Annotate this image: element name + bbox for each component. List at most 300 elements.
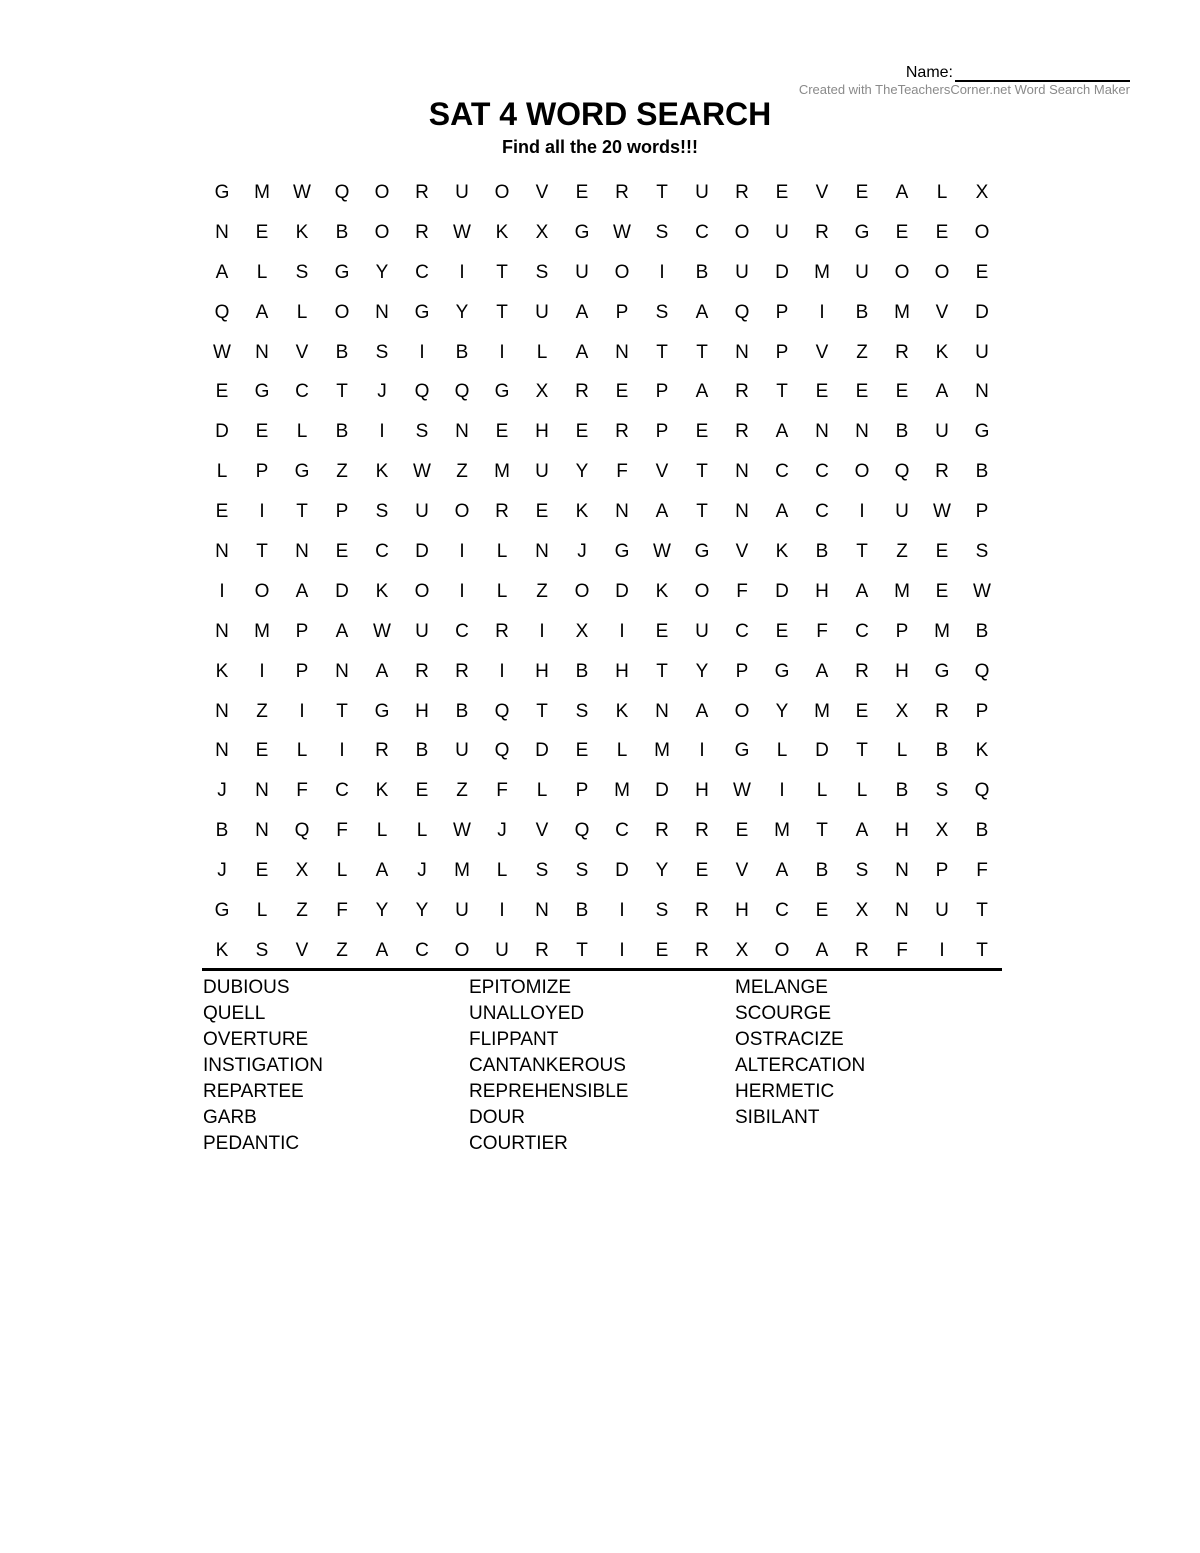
grid-letter[interactable]: W [453, 221, 471, 243]
grid-letter[interactable]: W [413, 461, 431, 483]
grid-letter[interactable]: P [895, 620, 909, 642]
grid-letter[interactable]: N [295, 541, 309, 563]
grid-letter[interactable]: U [695, 620, 709, 642]
grid-letter[interactable]: A [215, 261, 229, 283]
grid-letter[interactable]: R [615, 421, 629, 443]
grid-letter[interactable]: B [935, 740, 949, 762]
grid-letter[interactable]: E [255, 740, 269, 762]
grid-letter[interactable]: P [975, 700, 989, 722]
grid-letter[interactable]: T [656, 660, 668, 682]
grid-letter[interactable]: T [336, 381, 348, 403]
grid-letter[interactable]: U [495, 939, 509, 961]
grid-letter[interactable]: N [615, 501, 629, 523]
grid-letter[interactable]: W [733, 780, 751, 802]
grid-letter[interactable]: A [895, 182, 909, 203]
grid-letter[interactable]: N [215, 700, 229, 722]
grid-letter[interactable]: N [215, 740, 229, 762]
grid-letter[interactable]: E [815, 381, 829, 403]
grid-letter[interactable]: O [854, 461, 870, 483]
grid-letter[interactable]: S [415, 421, 429, 443]
grid-letter[interactable]: P [255, 461, 269, 483]
grid-letter[interactable]: B [975, 461, 989, 483]
grid-letter[interactable]: A [815, 660, 829, 682]
grid-letter[interactable]: F [976, 860, 988, 882]
grid-letter[interactable]: M [454, 860, 470, 882]
grid-letter[interactable]: V [815, 182, 829, 203]
grid-letter[interactable]: R [735, 381, 749, 403]
grid-letter[interactable]: K [975, 740, 989, 762]
grid-letter[interactable]: C [775, 461, 789, 483]
grid-letter[interactable]: U [575, 261, 589, 283]
grid-letter[interactable]: L [936, 182, 948, 203]
grid-letter[interactable]: E [255, 860, 269, 882]
grid-letter[interactable]: E [815, 900, 829, 922]
grid-letter[interactable]: U [415, 501, 429, 523]
grid-letter[interactable]: H [535, 421, 549, 443]
grid-letter[interactable]: S [375, 341, 389, 363]
grid-letter[interactable]: S [295, 261, 309, 283]
grid-letter[interactable]: R [735, 421, 749, 443]
grid-letter[interactable]: N [375, 301, 389, 323]
grid-letter[interactable]: V [535, 820, 549, 842]
grid-letter[interactable]: X [935, 820, 949, 842]
grid-letter[interactable]: B [895, 421, 909, 443]
grid-letter[interactable]: L [336, 860, 348, 882]
grid-letter[interactable]: O [574, 580, 590, 602]
grid-letter[interactable]: A [695, 700, 709, 722]
grid-letter[interactable]: Z [456, 780, 468, 802]
grid-letter[interactable]: Q [974, 660, 990, 682]
grid-letter[interactable]: X [855, 900, 869, 922]
grid-letter[interactable]: Y [375, 900, 389, 922]
grid-letter[interactable]: F [816, 620, 828, 642]
grid-letter[interactable]: G [214, 182, 230, 203]
grid-letter[interactable]: V [735, 541, 749, 563]
grid-letter[interactable]: Y [655, 860, 669, 882]
grid-letter[interactable]: I [219, 580, 225, 602]
grid-letter[interactable]: O [414, 580, 430, 602]
grid-letter[interactable]: L [536, 341, 548, 363]
grid-letter[interactable]: M [814, 261, 830, 283]
grid-letter[interactable]: R [655, 820, 669, 842]
grid-letter[interactable]: M [494, 461, 510, 483]
grid-letter[interactable]: E [855, 700, 869, 722]
grid-letter[interactable]: C [415, 939, 429, 961]
grid-letter[interactable]: B [455, 341, 469, 363]
grid-letter[interactable]: W [453, 820, 471, 842]
grid-letter[interactable]: R [575, 381, 589, 403]
grid-letter[interactable]: W [653, 541, 671, 563]
grid-letter[interactable]: I [659, 261, 665, 283]
grid-letter[interactable]: S [255, 939, 269, 961]
grid-letter[interactable]: U [735, 261, 749, 283]
grid-letter[interactable]: P [295, 620, 309, 642]
grid-letter[interactable]: C [855, 620, 869, 642]
grid-letter[interactable]: M [774, 820, 790, 842]
grid-letter[interactable]: U [855, 261, 869, 283]
grid-letter[interactable]: G [694, 541, 710, 563]
grid-letter[interactable]: W [293, 182, 311, 203]
grid-letter[interactable]: A [375, 939, 389, 961]
grid-letter[interactable]: R [615, 182, 629, 203]
grid-letter[interactable]: Q [494, 700, 510, 722]
grid-letter[interactable]: B [415, 740, 429, 762]
grid-letter[interactable]: A [855, 580, 869, 602]
grid-letter[interactable]: S [975, 541, 989, 563]
grid-letter[interactable]: Z [256, 700, 268, 722]
grid-letter[interactable]: P [735, 660, 749, 682]
grid-letter[interactable]: R [735, 182, 749, 203]
grid-letter[interactable]: O [734, 221, 750, 243]
grid-letter[interactable]: A [255, 301, 269, 323]
grid-letter[interactable]: W [933, 501, 951, 523]
grid-letter[interactable]: Y [455, 301, 469, 323]
grid-letter[interactable]: N [255, 780, 269, 802]
grid-letter[interactable]: G [734, 740, 750, 762]
grid-letter[interactable]: I [539, 620, 545, 642]
grid-letter[interactable]: T [496, 261, 508, 283]
name-blank-line[interactable] [955, 62, 1130, 82]
grid-letter[interactable]: N [455, 421, 469, 443]
grid-letter[interactable]: Q [214, 301, 230, 323]
grid-letter[interactable]: O [374, 182, 390, 203]
grid-letter[interactable]: I [619, 900, 625, 922]
grid-letter[interactable]: R [535, 939, 549, 961]
grid-letter[interactable]: L [256, 261, 268, 283]
grid-letter[interactable]: I [299, 700, 305, 722]
grid-letter[interactable]: X [535, 381, 549, 403]
grid-letter[interactable]: I [699, 740, 705, 762]
grid-letter[interactable]: U [775, 221, 789, 243]
grid-letter[interactable]: G [854, 221, 870, 243]
grid-letter[interactable]: B [695, 261, 709, 283]
grid-letter[interactable]: U [695, 182, 709, 203]
grid-letter[interactable]: E [735, 820, 749, 842]
grid-letter[interactable]: R [695, 939, 709, 961]
grid-letter[interactable]: S [655, 900, 669, 922]
grid-letter[interactable]: F [496, 780, 508, 802]
grid-letter[interactable]: F [736, 580, 748, 602]
grid-letter[interactable]: N [215, 620, 229, 642]
grid-letter[interactable]: A [695, 381, 709, 403]
grid-letter[interactable]: I [339, 740, 345, 762]
grid-letter[interactable]: I [459, 580, 465, 602]
grid-letter[interactable]: E [695, 421, 709, 443]
grid-letter[interactable]: A [375, 860, 389, 882]
grid-letter[interactable]: R [855, 939, 869, 961]
grid-letter[interactable]: T [296, 501, 308, 523]
grid-letter[interactable]: H [815, 580, 829, 602]
grid-letter[interactable]: B [335, 341, 349, 363]
grid-letter[interactable]: L [296, 301, 308, 323]
grid-letter[interactable]: T [656, 182, 668, 203]
grid-letter[interactable]: L [416, 820, 428, 842]
grid-letter[interactable]: A [775, 501, 789, 523]
grid-letter[interactable]: H [535, 660, 549, 682]
grid-letter[interactable]: E [615, 381, 629, 403]
grid-letter[interactable]: L [536, 780, 548, 802]
grid-letter[interactable]: A [935, 381, 949, 403]
grid-letter[interactable]: W [613, 221, 631, 243]
grid-letter[interactable]: C [815, 461, 829, 483]
grid-letter[interactable]: J [417, 860, 427, 882]
grid-letter[interactable]: E [975, 261, 989, 283]
grid-letter[interactable]: T [856, 740, 868, 762]
grid-letter[interactable]: S [535, 860, 549, 882]
grid-letter[interactable]: I [779, 780, 785, 802]
grid-letter[interactable]: R [815, 221, 829, 243]
grid-letter[interactable]: G [334, 261, 350, 283]
grid-letter[interactable]: D [615, 580, 629, 602]
grid-letter[interactable]: A [695, 301, 709, 323]
grid-letter[interactable]: T [816, 820, 828, 842]
grid-letter[interactable]: T [976, 939, 988, 961]
grid-letter[interactable]: E [935, 541, 949, 563]
grid-letter[interactable]: V [535, 182, 549, 203]
grid-letter[interactable]: B [215, 820, 229, 842]
grid-letter[interactable]: L [256, 900, 268, 922]
grid-letter[interactable]: N [735, 501, 749, 523]
grid-letter[interactable]: V [295, 341, 309, 363]
grid-letter[interactable]: C [615, 820, 629, 842]
grid-letter[interactable]: E [775, 182, 789, 203]
grid-letter[interactable]: N [335, 660, 349, 682]
grid-letter[interactable]: L [856, 780, 868, 802]
grid-letter[interactable]: W [373, 620, 391, 642]
grid-letter[interactable]: K [655, 580, 669, 602]
grid-letter[interactable]: G [574, 221, 590, 243]
grid-letter[interactable]: S [535, 261, 549, 283]
grid-letter[interactable]: D [815, 740, 829, 762]
grid-letter[interactable]: Z [856, 341, 868, 363]
grid-letter[interactable]: L [776, 740, 788, 762]
grid-letter[interactable]: J [377, 381, 387, 403]
grid-letter[interactable]: Z [296, 900, 308, 922]
grid-letter[interactable]: Q [294, 820, 310, 842]
grid-letter[interactable]: N [855, 421, 869, 443]
grid-letter[interactable]: E [655, 620, 669, 642]
grid-letter[interactable]: N [255, 820, 269, 842]
grid-letter[interactable]: R [695, 900, 709, 922]
grid-letter[interactable]: N [735, 461, 749, 483]
grid-letter[interactable]: I [859, 501, 865, 523]
grid-letter[interactable]: B [975, 820, 989, 842]
grid-letter[interactable]: X [575, 620, 589, 642]
grid-letter[interactable]: N [735, 341, 749, 363]
grid-letter[interactable]: P [295, 660, 309, 682]
grid-letter[interactable]: Z [536, 580, 548, 602]
grid-letter[interactable]: R [935, 461, 949, 483]
grid-letter[interactable]: A [655, 501, 669, 523]
grid-letter[interactable]: A [375, 660, 389, 682]
grid-letter[interactable]: P [575, 780, 589, 802]
grid-letter[interactable]: Z [896, 541, 908, 563]
grid-letter[interactable]: P [975, 501, 989, 523]
grid-letter[interactable]: C [815, 501, 829, 523]
grid-letter[interactable]: R [375, 740, 389, 762]
grid-letter[interactable]: O [614, 261, 630, 283]
grid-letter[interactable]: L [616, 740, 628, 762]
grid-letter[interactable]: P [655, 381, 669, 403]
grid-letter[interactable]: Q [454, 381, 470, 403]
grid-letter[interactable]: U [535, 301, 549, 323]
grid-letter[interactable]: I [499, 900, 505, 922]
grid-letter[interactable]: M [934, 620, 950, 642]
grid-letter[interactable]: N [815, 421, 829, 443]
grid-letter[interactable]: K [375, 580, 389, 602]
grid-letter[interactable]: R [495, 620, 509, 642]
grid-letter[interactable]: E [335, 541, 349, 563]
grid-letter[interactable]: H [615, 660, 629, 682]
grid-letter[interactable]: R [935, 700, 949, 722]
grid-letter[interactable]: B [815, 860, 829, 882]
grid-letter[interactable]: E [775, 620, 789, 642]
grid-letter[interactable]: U [535, 461, 549, 483]
grid-letter[interactable]: B [975, 620, 989, 642]
grid-letter[interactable]: T [696, 461, 708, 483]
grid-letter[interactable]: C [415, 261, 429, 283]
grid-letter[interactable]: G [254, 381, 270, 403]
grid-letter[interactable]: L [816, 780, 828, 802]
grid-letter[interactable]: N [535, 541, 549, 563]
grid-letter[interactable]: U [455, 182, 469, 203]
grid-letter[interactable]: B [335, 221, 349, 243]
grid-letter[interactable]: O [894, 261, 910, 283]
grid-letter[interactable]: T [536, 700, 548, 722]
grid-letter[interactable]: Q [494, 740, 510, 762]
grid-letter[interactable]: P [935, 860, 949, 882]
grid-letter[interactable]: N [655, 700, 669, 722]
grid-letter[interactable]: R [495, 501, 509, 523]
grid-letter[interactable]: I [619, 939, 625, 961]
grid-letter[interactable]: N [215, 221, 229, 243]
grid-letter[interactable]: S [855, 860, 869, 882]
grid-letter[interactable]: N [895, 860, 909, 882]
grid-letter[interactable]: Y [375, 261, 389, 283]
grid-letter[interactable]: K [375, 780, 389, 802]
grid-letter[interactable]: C [335, 780, 349, 802]
grid-letter[interactable]: I [459, 261, 465, 283]
grid-letter[interactable]: U [935, 900, 949, 922]
grid-letter[interactable]: T [776, 381, 788, 403]
grid-letter[interactable]: B [575, 660, 589, 682]
grid-letter[interactable]: O [334, 301, 350, 323]
grid-letter[interactable]: A [775, 421, 789, 443]
grid-letter[interactable]: F [336, 820, 348, 842]
grid-letter[interactable]: E [495, 421, 509, 443]
grid-letter[interactable]: M [614, 780, 630, 802]
grid-letter[interactable]: N [615, 341, 629, 363]
grid-letter[interactable]: E [855, 182, 869, 203]
grid-letter[interactable]: T [696, 341, 708, 363]
grid-letter[interactable]: M [814, 700, 830, 722]
grid-letter[interactable]: I [379, 421, 385, 443]
grid-letter[interactable]: S [575, 860, 589, 882]
grid-letter[interactable]: R [415, 182, 429, 203]
grid-letter[interactable]: I [499, 660, 505, 682]
grid-letter[interactable]: V [655, 461, 669, 483]
grid-letter[interactable]: K [775, 541, 789, 563]
grid-letter[interactable]: E [575, 182, 589, 203]
grid-letter[interactable]: K [375, 461, 389, 483]
grid-letter[interactable]: H [895, 660, 909, 682]
grid-letter[interactable]: U [895, 501, 909, 523]
grid-letter[interactable]: R [415, 660, 429, 682]
grid-letter[interactable]: T [496, 301, 508, 323]
grid-letter[interactable]: D [775, 580, 789, 602]
grid-letter[interactable]: T [656, 341, 668, 363]
grid-letter[interactable]: E [895, 381, 909, 403]
grid-letter[interactable]: C [295, 381, 309, 403]
grid-letter[interactable]: H [895, 820, 909, 842]
grid-letter[interactable]: X [735, 939, 749, 961]
grid-letter[interactable]: O [254, 580, 270, 602]
grid-letter[interactable]: O [494, 182, 510, 203]
grid-letter[interactable]: F [896, 939, 908, 961]
grid-letter[interactable]: G [214, 900, 230, 922]
grid-letter[interactable]: R [455, 660, 469, 682]
grid-letter[interactable]: B [855, 301, 869, 323]
grid-letter[interactable]: E [855, 381, 869, 403]
grid-letter[interactable]: O [734, 700, 750, 722]
grid-letter[interactable]: E [215, 381, 229, 403]
grid-letter[interactable]: D [215, 421, 229, 443]
grid-letter[interactable]: R [855, 660, 869, 682]
grid-letter[interactable]: E [415, 780, 429, 802]
grid-letter[interactable]: I [459, 541, 465, 563]
grid-letter[interactable]: D [535, 740, 549, 762]
grid-letter[interactable]: R [895, 341, 909, 363]
grid-letter[interactable]: U [975, 341, 989, 363]
grid-letter[interactable]: T [336, 700, 348, 722]
grid-letter[interactable]: C [455, 620, 469, 642]
grid-letter[interactable]: O [694, 580, 710, 602]
grid-letter[interactable]: X [295, 860, 309, 882]
grid-letter[interactable]: M [894, 301, 910, 323]
grid-letter[interactable]: A [295, 580, 309, 602]
grid-letter[interactable]: G [494, 381, 510, 403]
grid-letter[interactable]: Q [334, 182, 350, 203]
grid-letter[interactable]: V [815, 341, 829, 363]
grid-letter[interactable]: A [575, 301, 589, 323]
grid-letter[interactable]: T [256, 541, 268, 563]
grid-letter[interactable]: U [455, 900, 469, 922]
grid-letter[interactable]: I [259, 660, 265, 682]
grid-letter[interactable]: H [735, 900, 749, 922]
grid-letter[interactable]: C [735, 620, 749, 642]
grid-letter[interactable]: V [935, 301, 949, 323]
grid-letter[interactable]: J [497, 820, 507, 842]
grid-letter[interactable]: E [895, 221, 909, 243]
grid-letter[interactable]: F [616, 461, 628, 483]
grid-letter[interactable]: G [414, 301, 430, 323]
grid-letter[interactable]: S [655, 301, 669, 323]
grid-letter[interactable]: S [375, 501, 389, 523]
grid-letter[interactable]: P [335, 501, 349, 523]
grid-letter[interactable]: Z [336, 461, 348, 483]
grid-letter[interactable]: N [535, 900, 549, 922]
grid-letter[interactable]: A [775, 860, 789, 882]
grid-letter[interactable]: J [577, 541, 587, 563]
grid-letter[interactable]: I [419, 341, 425, 363]
grid-letter[interactable]: N [895, 900, 909, 922]
grid-letter[interactable]: T [976, 900, 988, 922]
grid-letter[interactable]: B [335, 421, 349, 443]
grid-letter[interactable]: L [896, 740, 908, 762]
grid-letter[interactable]: O [374, 221, 390, 243]
grid-letter[interactable]: Y [695, 660, 709, 682]
grid-letter[interactable]: P [655, 421, 669, 443]
